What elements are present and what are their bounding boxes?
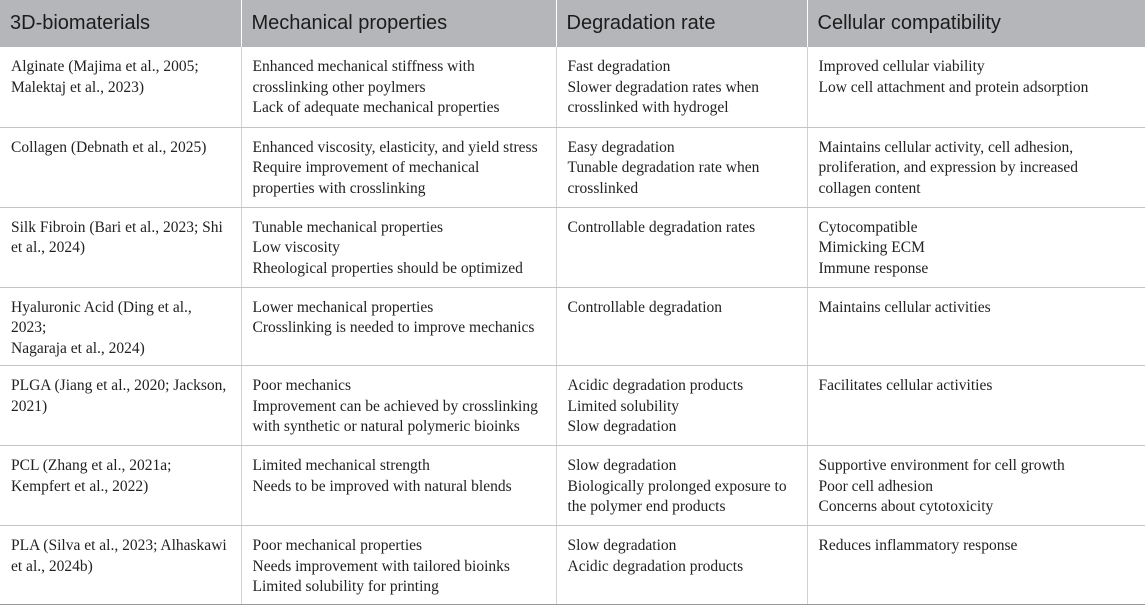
cell-line: Low cell attachment and protein adsorption [818, 78, 1089, 96]
cell-line: Alginate (Majima et al., 2005; [11, 58, 199, 75]
cell-line: Mimicking ECM [818, 239, 925, 256]
cell-line: PLGA (Jiang et al., 2020; Jackson, [11, 377, 227, 394]
header-mechanical: Mechanical properties [241, 0, 556, 47]
table-row [0, 446, 1145, 526]
cell-line: Poor cell adhesion [818, 477, 934, 495]
cell-cellular [807, 47, 1145, 127]
cell-material [0, 366, 241, 446]
cell-line: Limited solubility [567, 397, 680, 415]
cell-line: 2021) [11, 397, 48, 415]
header-cellular: Cellular compatibility [807, 0, 1145, 47]
cell-line: Immune response [818, 259, 929, 277]
table-row [0, 127, 1145, 207]
cell-line: Kempfert et al., 2022) [11, 477, 149, 495]
cell-degradation [556, 366, 807, 446]
cell-line: Malektaj et al., 2023) [11, 78, 144, 96]
cell-degradation [556, 127, 807, 207]
cell-line: PCL (Zhang et al., 2021a; [11, 457, 172, 474]
cell-material [0, 287, 241, 366]
cell-line: Hyaluronic Acid (Ding et al., 2023; [11, 298, 192, 336]
cell-line: Poor mechanics [252, 377, 352, 394]
cell-mechanical [241, 526, 556, 605]
table-row [0, 207, 1145, 287]
cell-material [0, 446, 241, 526]
cell-line: Needs to be improved with natural blends [252, 477, 512, 495]
table-row [0, 366, 1145, 446]
cell-line: Acidic degradation products [567, 377, 744, 394]
cell-line: Require improvement of mechanical [252, 159, 480, 176]
cell-line: Facilitates cellular activities [818, 377, 993, 394]
cell-mechanical [241, 47, 556, 127]
header-material: 3D-biomaterials [0, 0, 241, 47]
cell-line: Controllable degradation rates [567, 218, 756, 236]
cell-line: properties with crosslinking [252, 179, 426, 197]
cell-line: crosslinked with hydrogel [567, 99, 729, 116]
cell-mechanical [241, 287, 556, 366]
cell-cellular [807, 287, 1145, 366]
cell-line: Limited mechanical strength [252, 457, 430, 474]
cell-mechanical [241, 446, 556, 526]
cell-line: Needs improvement with tailored bioinks [252, 557, 510, 575]
cell-line: Lower mechanical properties [252, 298, 434, 316]
cell-mechanical [241, 207, 556, 287]
cell-line: crosslinked [567, 179, 639, 197]
cell-line: Supportive environment for cell growth [818, 457, 1065, 474]
cell-line: Crosslinking is needed to improve mechanics [252, 319, 535, 336]
cell-line: Maintains cellular activity, cell adhesion, [818, 138, 1074, 156]
cell-line: Nagaraja et al., 2024) [11, 339, 145, 357]
cell-line: Tunable mechanical properties [252, 218, 444, 236]
cell-line: Easy degradation [567, 138, 675, 156]
cell-line: crosslinking other poylmers [252, 78, 426, 96]
cell-line: Rheological properties should be optimized [252, 259, 523, 277]
cell-cellular [807, 127, 1145, 207]
cell-line: Concerns about cytotoxicity [818, 498, 994, 515]
cell-line: collagen content [818, 179, 921, 197]
cell-line: Collagen (Debnath et al., 2025) [11, 138, 207, 156]
cell-line: Low viscosity [252, 239, 340, 256]
cell-line: Reduces inflammatory response [818, 537, 1018, 554]
cell-line: Lack of adequate mechanical properties [252, 99, 500, 116]
cell-degradation [556, 446, 807, 526]
cell-line: PLA (Silva et al., 2023; Alhaskawi [11, 537, 227, 554]
cell-line: Enhanced mechanical stiffness with [252, 58, 475, 75]
cell-line: Slow degradation [567, 537, 677, 554]
cell-line: Tunable degradation rate when [567, 159, 760, 176]
cell-line: Acidic degradation products [567, 557, 744, 575]
cell-line: the polymer end products [567, 498, 726, 515]
header-row [0, 0, 1145, 47]
cell-line: et al., 2024) [11, 239, 86, 256]
table-row [0, 526, 1145, 605]
cell-line: et al., 2024b) [11, 557, 93, 575]
cell-material [0, 47, 241, 127]
table-row [0, 287, 1145, 366]
cell-cellular [807, 526, 1145, 605]
cell-mechanical [241, 127, 556, 207]
cell-material [0, 526, 241, 605]
table-row [0, 47, 1145, 127]
cell-line: Slow degradation [567, 418, 677, 435]
cell-cellular [807, 366, 1145, 446]
cell-line: with synthetic or natural polymeric bioinks [252, 418, 520, 435]
cell-line: proliferation, and expression by increased [818, 159, 1079, 176]
cell-line: Silk Fibroin (Bari et al., 2023; Shi [11, 218, 223, 236]
cell-line: Fast degradation [567, 58, 671, 75]
cell-line: Maintains cellular activities [818, 298, 991, 316]
cell-line: Cytocompatible [818, 218, 918, 236]
cell-material [0, 127, 241, 207]
cell-cellular [807, 207, 1145, 287]
cell-degradation [556, 207, 807, 287]
cell-degradation [556, 47, 807, 127]
cell-line: Poor mechanical properties [252, 537, 423, 554]
cell-line: Improved cellular viability [818, 58, 985, 75]
cell-line: Slow degradation [567, 457, 677, 474]
cell-line: Controllable degradation [567, 298, 723, 316]
cell-material [0, 207, 241, 287]
cell-degradation [556, 526, 807, 605]
header-degradation: Degradation rate [556, 0, 807, 47]
cell-degradation [556, 287, 807, 366]
cell-mechanical [241, 366, 556, 446]
cell-line: Limited solubility for printing [252, 578, 439, 595]
cell-line: Enhanced viscosity, elasticity, and yield stress [252, 138, 538, 156]
cell-line: Biologically prolonged exposure to [567, 477, 787, 495]
cell-line: Slower degradation rates when [567, 78, 760, 96]
cell-cellular [807, 446, 1145, 526]
cell-line: Improvement can be achieved by crosslinking [252, 397, 538, 415]
